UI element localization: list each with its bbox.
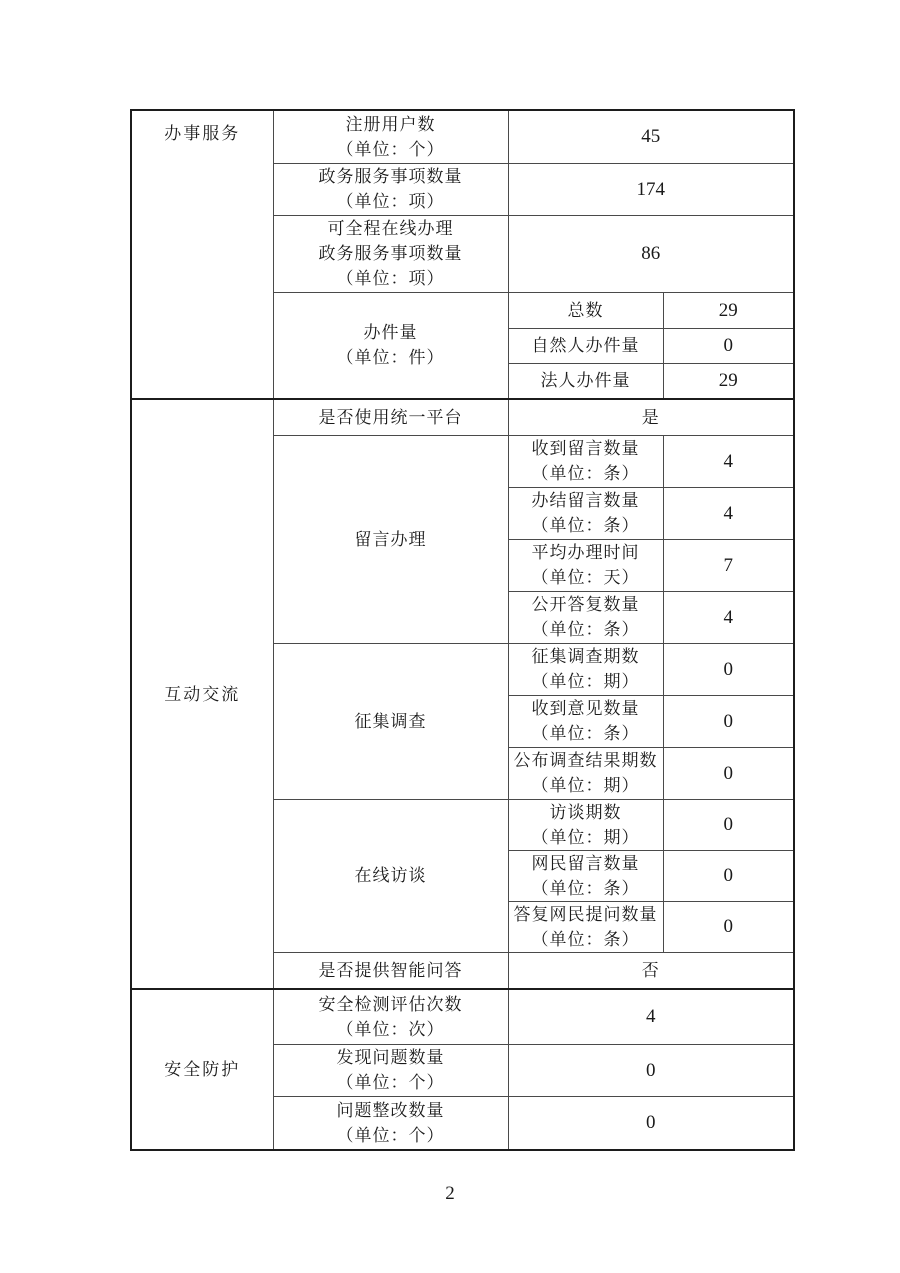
item-label-cell (273, 989, 508, 1044)
sub-label-cell (508, 487, 663, 539)
sub-unit-line: （单位：条） (531, 878, 640, 898)
report-table (130, 109, 795, 1151)
sub-label-cell (508, 292, 663, 328)
sub-label-cell (508, 747, 663, 799)
group-unit-line: （单位：件） (336, 348, 445, 368)
sub-unit-line: （单位：期） (531, 776, 640, 795)
sub-label-line: 总数 (567, 300, 604, 320)
item-label-cell (273, 399, 508, 435)
sub-label-line: 收到意见数量 (531, 699, 640, 718)
category-cell-anquan (131, 989, 273, 1150)
value-cell: 是 (508, 399, 794, 435)
category-label: 互动交流 (164, 684, 241, 704)
sub-label-cell (508, 901, 663, 952)
item-label-cell (273, 110, 508, 163)
value-cell: 45 (508, 110, 794, 163)
sub-label-line: 自然人办件量 (531, 336, 640, 355)
value-cell: 29 (663, 363, 794, 399)
item-unit-line: （单位：次） (336, 1019, 445, 1039)
item-label-line: 注册用户数 (345, 114, 436, 134)
value-cell: 7 (663, 539, 794, 591)
sub-label-line: 网民留言数量 (531, 853, 640, 873)
group-label-line: 在线访谈 (354, 866, 427, 885)
value-cell: 0 (508, 1044, 794, 1096)
item-unit-line: （单位：项） (336, 192, 445, 211)
value-cell: 4 (508, 989, 794, 1044)
sub-label-cell (508, 539, 663, 591)
category-label: 安全防护 (164, 1060, 241, 1079)
value-cell: 0 (663, 695, 794, 747)
sub-label-cell (508, 363, 663, 399)
item-label-cell (273, 1044, 508, 1096)
item-label-line: 是否提供智能问答 (318, 960, 463, 980)
sub-label-cell (508, 435, 663, 487)
group-label-cell-banjianliang (273, 292, 508, 399)
sub-label-line: 办结留言数量 (531, 491, 640, 510)
item-label-cell (273, 1096, 508, 1150)
sub-label-cell (508, 799, 663, 850)
value-cell: 0 (663, 747, 794, 799)
item-label-cell (273, 952, 508, 989)
value-cell: 0 (663, 799, 794, 850)
sub-unit-line: （单位：天） (531, 568, 640, 587)
sub-label-cell (508, 850, 663, 901)
category-label: 办事服务 (164, 124, 241, 143)
item-unit-line: （单位：个） (336, 1073, 445, 1092)
value-cell: 174 (508, 163, 794, 215)
value-cell: 0 (663, 850, 794, 901)
category-cell-banshi (131, 110, 273, 399)
value-cell: 86 (508, 215, 794, 292)
value-cell: 0 (663, 643, 794, 695)
sub-unit-line: （单位：条） (531, 464, 640, 483)
item-label-line: 政务服务事项数量 (318, 244, 463, 263)
item-label-line: 政务服务事项数量 (318, 167, 463, 186)
sub-unit-line: （单位：期） (531, 827, 640, 847)
sub-unit-line: （单位：条） (531, 620, 640, 639)
value-cell: 0 (508, 1096, 794, 1150)
group-label-line: 征集调查 (354, 711, 427, 731)
sub-unit-line: （单位：条） (531, 724, 640, 743)
value-cell: 29 (663, 292, 794, 328)
group-label-cell-zhengji (273, 643, 508, 799)
group-label-line: 留言办理 (354, 529, 427, 549)
sub-unit-line: （单位：期） (531, 672, 640, 691)
value-cell: 否 (508, 952, 794, 989)
item-unit-line: （单位：个） (336, 139, 445, 159)
item-label-cell (273, 163, 508, 215)
value-cell: 4 (663, 591, 794, 643)
group-label-cell-liuyan (273, 435, 508, 643)
item-label-line: 发现问题数量 (336, 1048, 445, 1067)
category-cell-hudong (131, 399, 273, 989)
sub-label-line: 收到留言数量 (531, 439, 640, 458)
group-label-cell-fangtan (273, 799, 508, 952)
sub-label-line: 答复网民提问数量 (513, 904, 658, 924)
item-unit-line: （单位：项） (336, 269, 445, 288)
sub-label-line: 公开答复数量 (531, 595, 640, 614)
sub-unit-line: （单位：条） (531, 516, 640, 535)
page-number: 2 (445, 1183, 455, 1204)
sub-label-line: 征集调查期数 (531, 647, 640, 666)
value-cell: 0 (663, 901, 794, 952)
value-cell: 4 (663, 435, 794, 487)
item-label-line: 问题整改数量 (336, 1100, 445, 1120)
sub-label-line: 访谈期数 (549, 802, 622, 822)
sub-unit-line: （单位：条） (531, 929, 640, 949)
item-label-line: 可全程在线办理 (327, 219, 454, 238)
sub-label-line: 公布调查结果期数 (513, 751, 658, 770)
sub-label-cell (508, 591, 663, 643)
item-unit-line: （单位：个） (336, 1125, 445, 1145)
value-cell: 4 (663, 487, 794, 539)
group-label-line: 办件量 (363, 323, 418, 343)
sub-label-cell (508, 643, 663, 695)
item-label-cell (273, 215, 508, 292)
sub-label-cell (508, 328, 663, 363)
sub-label-line: 平均办理时间 (531, 543, 640, 562)
item-label-line: 是否使用统一平台 (318, 407, 463, 427)
value-cell: 0 (663, 328, 794, 363)
sub-label-line: 法人办件量 (540, 371, 631, 391)
sub-label-cell (508, 695, 663, 747)
item-label-line: 安全检测评估次数 (318, 994, 463, 1014)
